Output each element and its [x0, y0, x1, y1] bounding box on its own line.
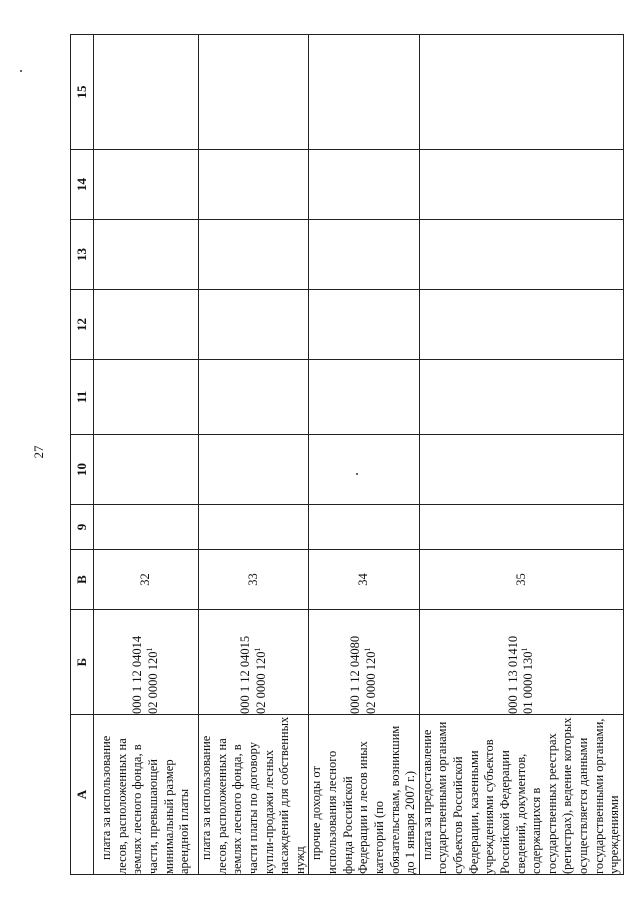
- column-header-a: А: [71, 715, 94, 875]
- table-cell: [309, 150, 419, 220]
- budget-table-rotated: [70, 35, 622, 875]
- footnote-mark: 1: [252, 647, 262, 652]
- table-cell: [309, 220, 419, 290]
- column-header-13: 13: [71, 220, 94, 290]
- table-cell: [309, 435, 419, 505]
- row-line-number: 35: [419, 550, 623, 610]
- table-cell: [309, 290, 419, 360]
- table-cell: [419, 220, 623, 290]
- table-cell: [94, 35, 199, 150]
- row-line-number: 32: [94, 550, 199, 610]
- table-header-row: [71, 35, 94, 875]
- budget-table: [70, 34, 624, 875]
- table-row: [419, 35, 623, 875]
- table-row: [94, 35, 199, 875]
- footnote-mark: 1: [144, 647, 154, 652]
- table-cell: [309, 35, 419, 150]
- column-header-v: В: [71, 550, 94, 610]
- table-cell: [94, 220, 199, 290]
- table-cell: [199, 35, 309, 150]
- table-cell: [309, 505, 419, 550]
- row-description: плата за использование лесов, расположенных на землях лесного фонда, в части платы по договору купли-продажи лесных насаждений для собственных нужд: [199, 715, 309, 875]
- table-cell: [309, 360, 419, 435]
- column-header-15: 15: [71, 35, 94, 150]
- column-header-b: Б: [71, 610, 94, 715]
- table-cell: [94, 505, 199, 550]
- row-code: 000 1 12 04080 02 0000 $120^1$: [309, 610, 419, 715]
- page-number: 27: [31, 445, 46, 459]
- table-cell: [419, 435, 623, 505]
- row-line-number: 34: [309, 550, 419, 610]
- row-code: 000 1 12 04014 02 0000 $120^1$: [94, 610, 199, 715]
- row-code: 000 1 13 01410 01 0000 $130^1$: [419, 610, 623, 715]
- table-row: [309, 35, 419, 875]
- table-cell: [199, 220, 309, 290]
- column-header-9: 9: [71, 505, 94, 550]
- footnote-mark: 1: [520, 647, 530, 652]
- column-header-12: 12: [71, 290, 94, 360]
- row-code: 000 1 12 04015 02 0000 $120^1$: [199, 610, 309, 715]
- table-cell: [419, 505, 623, 550]
- table-cell: [199, 150, 309, 220]
- column-header-14: 14: [71, 150, 94, 220]
- table-cell: [94, 360, 199, 435]
- table-cell: [419, 360, 623, 435]
- table-cell: [94, 290, 199, 360]
- table-cell: [199, 435, 309, 505]
- table-cell: [419, 35, 623, 150]
- table-cell: [199, 505, 309, 550]
- table-cell: [199, 290, 309, 360]
- table-cell: [94, 435, 199, 505]
- row-description: плата за использование лесов, расположенных на землях лесного фонда, в части, превышающей минимальный размер арендной платы: [94, 715, 199, 875]
- row-description: прочие доходы от использования лесного фонда Российской Федерации и лесов иных категорий (по обязательствам, возникшим до 1 января 2007 г.): [309, 715, 419, 875]
- row-line-number: 33: [199, 550, 309, 610]
- footnote-mark: 1: [362, 647, 372, 652]
- table-cell: [94, 150, 199, 220]
- table-cell: [199, 360, 309, 435]
- table-cell: [419, 290, 623, 360]
- table-row: [199, 35, 309, 875]
- table-cell: [419, 150, 623, 220]
- scan-speck: [20, 70, 22, 72]
- column-header-11: 11: [71, 360, 94, 435]
- column-header-10: 10: [71, 435, 94, 505]
- row-description: плата за предоставление государственными органами субъектов Российской Федерации, казенными учреждениями субъектов Российской Федерации сведений, документов, содержащихся в государственных реестрах (регистрах), ведение которых осуществляется данными государственными органами, учреждениями: [419, 715, 623, 875]
